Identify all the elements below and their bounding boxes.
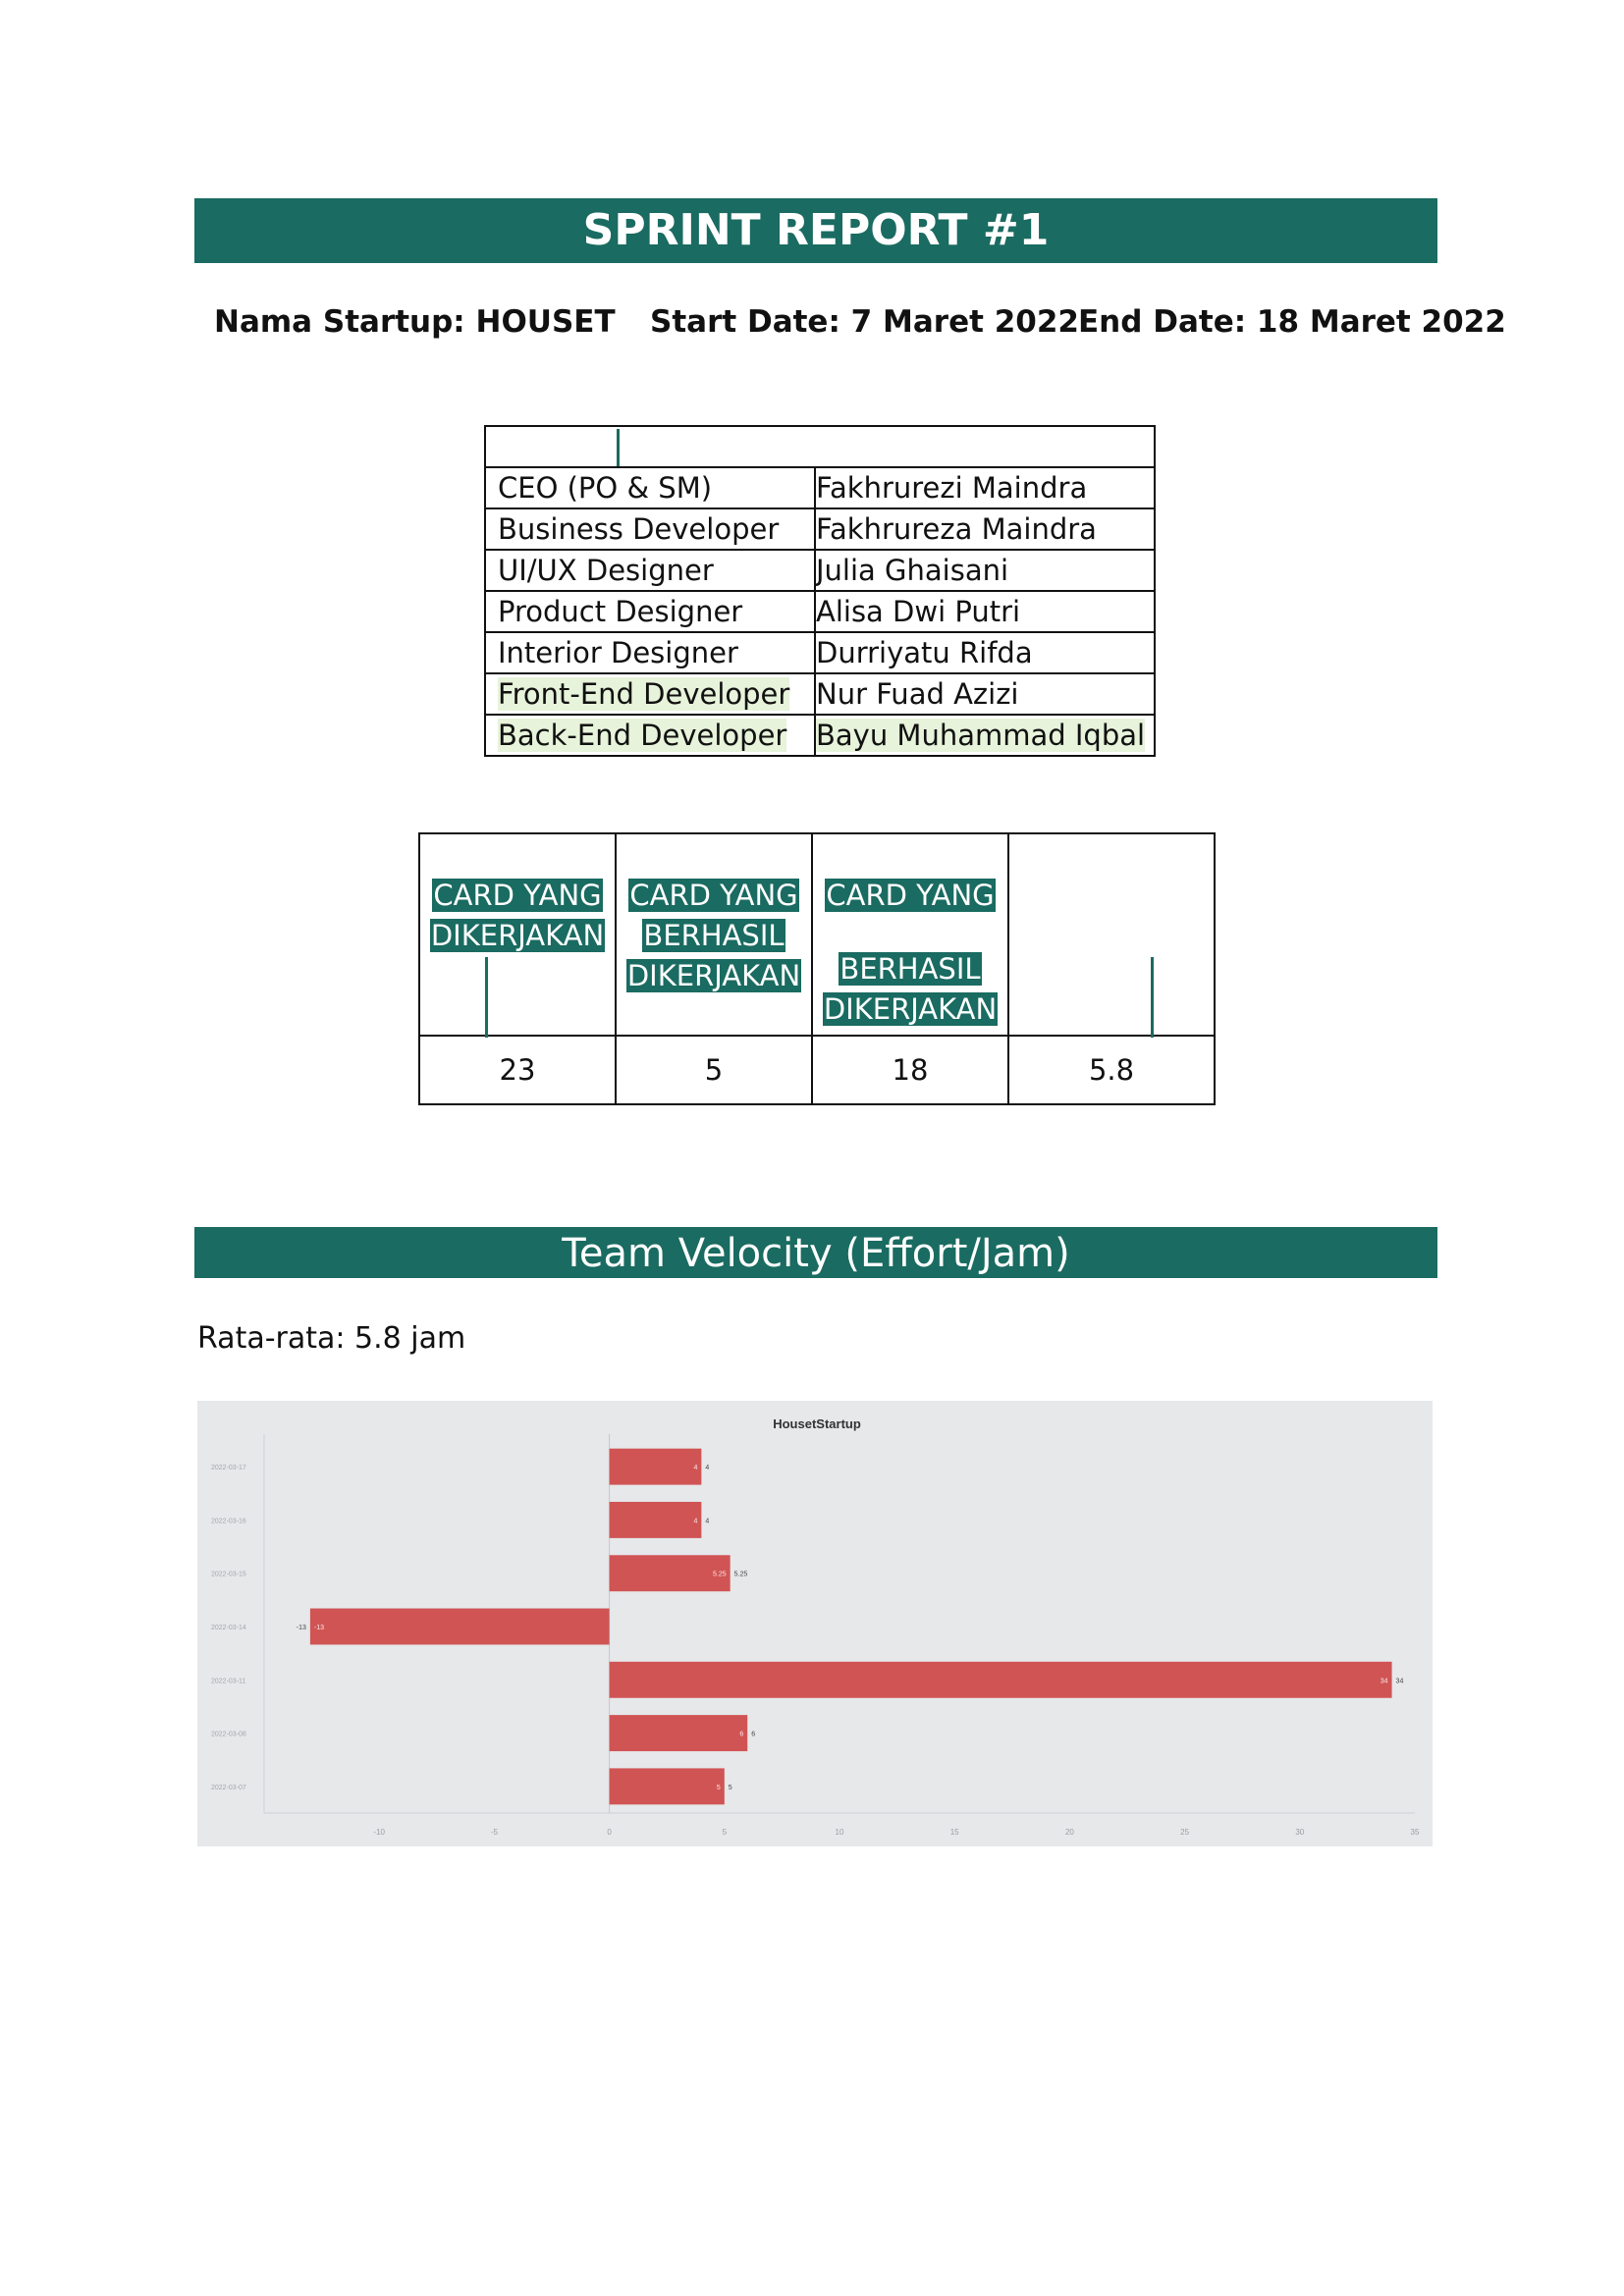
team-row [485,715,1155,756]
team-row [485,632,1155,673]
table-marker [617,429,620,466]
team-table-header-cell [485,426,1155,467]
bar [610,1449,702,1485]
bar-value-label: -13 [313,1625,325,1631]
stats-header-line: DIKERJAKAN [430,919,605,952]
stats-value: 23 [419,1036,616,1104]
stats-header-line: BERHASIL [839,952,981,986]
stats-header-line: DIKERJAKAN [823,992,998,1026]
bar-data-label: 6 [751,1731,756,1738]
bar-data-label: 34 [1395,1678,1404,1685]
table-marker [485,957,488,1038]
stats-header-line: DIKERJAKAN [626,959,801,992]
velocity-chart [197,1401,1433,1846]
team-role-text: Front-End Developer [498,677,790,711]
y-tick-label: 2022-03-11 [211,1678,246,1685]
stats-header-cell [812,833,1008,1036]
bar-data-label: 5 [728,1784,732,1791]
team-role [485,673,815,715]
team-row [485,467,1155,508]
y-tick-label: 2022-03-07 [211,1784,246,1791]
stats-header-cell [616,833,812,1036]
x-tick-label: -10 [373,1828,385,1837]
bar-data-label: 4 [705,1465,710,1472]
team-role: Interior Designer [485,632,815,673]
team-row [485,550,1155,591]
team-member-name: Durriyatu Rifda [815,632,1155,673]
velocity-average: Rata-rata: 5.8 jam [197,1321,466,1356]
startup-name: Nama Startup: HOUSET [214,304,616,340]
velocity-chart-panel [197,1401,1433,1846]
x-tick-label: 25 [1180,1828,1190,1837]
bar-value-label: 5 [716,1784,721,1791]
stats-value: 5 [616,1036,812,1104]
y-tick-label: 2022-03-16 [211,1518,246,1525]
chart-title: HousetStartup [773,1416,861,1431]
team-member-name: Alisa Dwi Putri [815,591,1155,632]
stats-value: 18 [812,1036,1008,1104]
report-title: SPRINT REPORT #1 [582,205,1050,255]
team-table-header-row [485,426,1155,467]
stats-header-row [419,833,1215,1036]
bar-value-label: 34 [1380,1678,1388,1685]
bar [610,1768,725,1804]
velocity-banner [194,1227,1437,1278]
stats-header-line: BERHASIL [643,919,785,952]
x-tick-label: 15 [949,1828,959,1837]
bar-value-label: 5.25 [713,1571,727,1578]
x-tick-label: 5 [722,1828,728,1837]
team-member-name: Julia Ghaisani [815,550,1155,591]
bar-value-label: 4 [693,1518,698,1525]
team-member-name: Nur Fuad Azizi [815,673,1155,715]
team-row [485,673,1155,715]
bar-data-label: -13 [296,1625,306,1631]
team-role-text: Back-End Developer [498,719,787,752]
end-date: End Date: 18 Maret 2022 [1078,304,1506,340]
y-tick-label: 2022-03-15 [211,1571,246,1578]
card-stats-table [418,832,1216,1105]
x-tick-label: -5 [490,1828,498,1837]
stats-values-row [419,1036,1215,1104]
table-marker [1151,957,1154,1038]
report-title-banner [194,198,1437,263]
bar [610,1502,702,1538]
y-tick-label: 2022-03-08 [211,1731,246,1738]
bar-value-label: 6 [739,1731,744,1738]
team-table [484,425,1156,757]
y-tick-label: 2022-03-14 [211,1625,246,1631]
team-member-name: Fakhrurezi Maindra [815,467,1155,508]
team-role: Product Designer [485,591,815,632]
stats-header-cell [1008,833,1215,1036]
bar-data-label: 5.25 [733,1571,748,1578]
bar-data-label: 4 [705,1518,710,1525]
team-role: CEO (PO & SM) [485,467,815,508]
x-tick-label: 10 [835,1828,844,1837]
team-role: UI/UX Designer [485,550,815,591]
bar-value-label: 4 [693,1465,698,1472]
stats-header-line: CARD YANG [826,879,995,912]
bar [610,1715,748,1751]
team-row [485,508,1155,550]
x-tick-label: 35 [1410,1828,1420,1837]
velocity-title: Team Velocity (Effort/Jam) [562,1231,1070,1276]
x-tick-label: 20 [1064,1828,1074,1837]
x-tick-label: 30 [1295,1828,1305,1837]
team-role [485,715,815,756]
team-member-name [815,715,1155,756]
x-tick-label: 0 [607,1828,612,1837]
stats-header-line: CARD YANG [433,879,602,912]
bar [310,1609,610,1645]
y-tick-label: 2022-03-17 [211,1465,246,1472]
team-row [485,591,1155,632]
stats-header-cell [419,833,616,1036]
stats-header-line: CARD YANG [629,879,798,912]
bar [610,1662,1392,1698]
team-role: Business Developer [485,508,815,550]
team-member-name-text: Bayu Muhammad Iqbal [816,719,1146,752]
stats-value: 5.8 [1008,1036,1215,1104]
start-date: Start Date: 7 Maret 2022 [650,304,1079,340]
team-member-name: Fakhrureza Maindra [815,508,1155,550]
